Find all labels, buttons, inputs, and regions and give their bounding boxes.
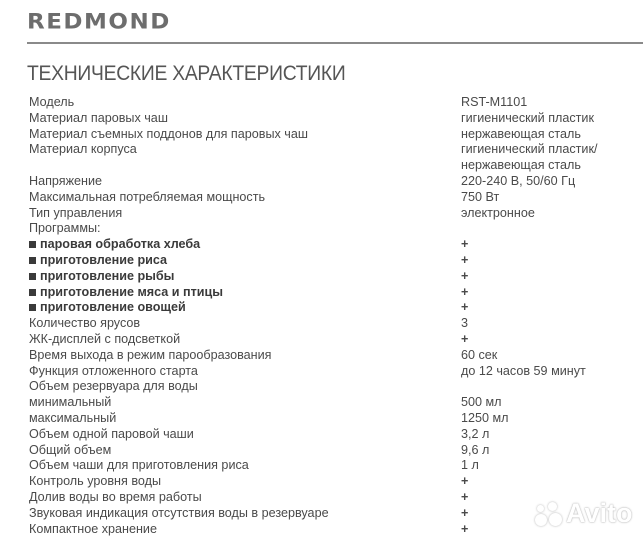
spec-value: нержавеющая сталь xyxy=(461,126,581,141)
spec-label xyxy=(29,237,200,253)
spec-label-text: Модель xyxy=(29,95,75,109)
spec-row xyxy=(29,221,643,237)
spec-label xyxy=(29,142,137,158)
bullet-square-icon xyxy=(29,289,36,296)
bullet-square-icon xyxy=(29,304,36,311)
spec-value: + xyxy=(461,268,469,283)
spec-label-text: максимальный xyxy=(29,410,117,425)
page-title: ТЕХНИЧЕСКИЕ ХАРАКТЕРИСТИКИ xyxy=(27,62,346,85)
spec-label-text: Звуковая индикация отсутствия воды в резервуаре xyxy=(29,505,329,520)
spec-value: + xyxy=(461,474,469,489)
spec-label xyxy=(29,490,202,506)
spec-row xyxy=(29,379,643,395)
spec-label xyxy=(29,332,180,348)
spec-value: 9,6 л xyxy=(461,442,490,457)
spec-value: электронное xyxy=(461,205,535,220)
spec-label-text: приготовление рыбы xyxy=(40,268,175,283)
bullet-square-icon xyxy=(29,273,36,280)
spec-row xyxy=(29,332,643,348)
spec-label-text: Контроль уровня воды xyxy=(29,474,162,489)
program-row xyxy=(29,300,643,316)
spec-label xyxy=(29,364,198,380)
bullet-square-icon xyxy=(29,241,36,248)
spec-row xyxy=(29,142,643,158)
spec-label-text: Напряжение xyxy=(29,173,103,188)
spec-label xyxy=(29,379,198,395)
spec-label-text: приготовление риса xyxy=(40,252,168,267)
spec-label-text: Количество ярусов xyxy=(29,316,141,331)
spec-value: 1 л xyxy=(461,458,479,473)
spec-label-text: Объем чаши для приготовления риса xyxy=(29,458,249,473)
spec-row xyxy=(29,190,643,206)
bullet-square-icon xyxy=(29,257,36,264)
spec-label xyxy=(29,95,74,111)
spec-label-text: паровая обработка хлеба xyxy=(40,237,201,252)
spec-row xyxy=(29,395,643,411)
spec-label xyxy=(29,221,101,237)
avito-watermark xyxy=(533,498,633,529)
program-row xyxy=(29,269,643,285)
spec-label xyxy=(29,522,157,538)
program-row xyxy=(29,253,643,269)
spec-label xyxy=(29,474,161,490)
spec-label xyxy=(29,395,111,411)
spec-row xyxy=(29,443,643,459)
spec-label-text: Тип управления xyxy=(29,205,123,220)
spec-value: 3 xyxy=(461,316,469,331)
spec-row xyxy=(29,364,643,380)
spec-label xyxy=(29,285,223,301)
avito-text: Avito xyxy=(566,498,633,528)
spec-label-text: Время выхода в режим парообразования xyxy=(29,347,272,362)
spec-label-text: Программы: xyxy=(29,221,101,236)
redmond-logo: REDMOND xyxy=(27,10,171,34)
spec-value: + xyxy=(461,489,469,504)
spec-label-text: приготовление овощей xyxy=(40,300,186,315)
spec-value: + xyxy=(461,331,469,346)
spec-label xyxy=(29,206,122,222)
spec-row xyxy=(29,427,643,443)
spec-value: 1250 мл xyxy=(461,410,509,425)
spec-value: 220-240 В, 50/60 Гц xyxy=(461,173,576,188)
spec-label xyxy=(29,300,186,316)
spec-value: + xyxy=(461,521,469,536)
spec-label xyxy=(29,443,111,459)
spec-value: + xyxy=(461,300,469,315)
spec-row xyxy=(29,127,643,143)
spec-label-text: Максимальная потребляемая мощность xyxy=(29,189,266,204)
spec-row xyxy=(29,458,643,474)
spec-row xyxy=(29,95,643,111)
spec-label-text: Функция отложенного старта xyxy=(29,363,198,378)
spec-label xyxy=(29,348,271,364)
program-row xyxy=(29,237,643,253)
spec-value: 3,2 л xyxy=(461,426,490,441)
spec-label-text: Объем резервуара для воды xyxy=(29,379,198,394)
avito-dots-icon xyxy=(533,500,563,528)
spec-row xyxy=(29,474,643,490)
program-row xyxy=(29,285,643,301)
spec-value: + xyxy=(461,252,469,267)
spec-row xyxy=(29,206,643,222)
spec-row xyxy=(29,348,643,364)
spec-value: + xyxy=(461,237,469,252)
spec-label-text: Общий объем xyxy=(29,442,112,457)
spec-value: 60 сек xyxy=(461,347,498,362)
spec-label-text: Компактное хранение xyxy=(29,521,157,536)
spec-value: 500 мл xyxy=(461,395,502,410)
spec-label xyxy=(29,458,249,474)
spec-value: RST-M1101 xyxy=(461,95,528,109)
spec-label xyxy=(29,174,102,190)
spec-label xyxy=(29,190,265,206)
spec-row xyxy=(29,111,643,127)
spec-value: нержавеющая сталь xyxy=(461,158,581,173)
spec-value: до 12 часов 59 минут xyxy=(461,363,586,378)
spec-label-text: Материал корпуса xyxy=(29,142,137,157)
spec-row xyxy=(29,158,643,174)
spec-label xyxy=(29,411,116,427)
spec-label xyxy=(29,111,168,127)
spec-label-text: ЖК-дисплей с подсветкой xyxy=(29,331,181,346)
spec-label xyxy=(29,427,194,443)
spec-label-text: приготовление мяса и птицы xyxy=(40,284,224,299)
spec-label-text: Материал съемных поддонов для паровых чаш xyxy=(29,126,308,141)
spec-value: гигиенический пластик/ xyxy=(461,142,598,157)
spec-value: 750 Вт xyxy=(461,189,500,204)
specs-table xyxy=(29,95,643,537)
spec-value: гигиенический пластик xyxy=(461,110,594,125)
spec-row xyxy=(29,411,643,427)
spec-label-text: Долив воды во время работы xyxy=(29,489,202,504)
spec-row xyxy=(29,316,643,332)
spec-label-text: Объем одной паровой чаши xyxy=(29,426,194,441)
spec-label-text: минимальный xyxy=(29,395,112,410)
spec-row xyxy=(29,174,643,190)
header-divider xyxy=(27,42,643,44)
spec-label xyxy=(29,269,174,285)
spec-label xyxy=(29,316,140,332)
spec-value: + xyxy=(461,505,469,520)
spec-label xyxy=(29,127,308,143)
spec-label-text: Материал паровых чаш xyxy=(29,110,168,125)
spec-label xyxy=(29,506,329,522)
spec-value: + xyxy=(461,284,469,299)
spec-label xyxy=(29,253,167,269)
